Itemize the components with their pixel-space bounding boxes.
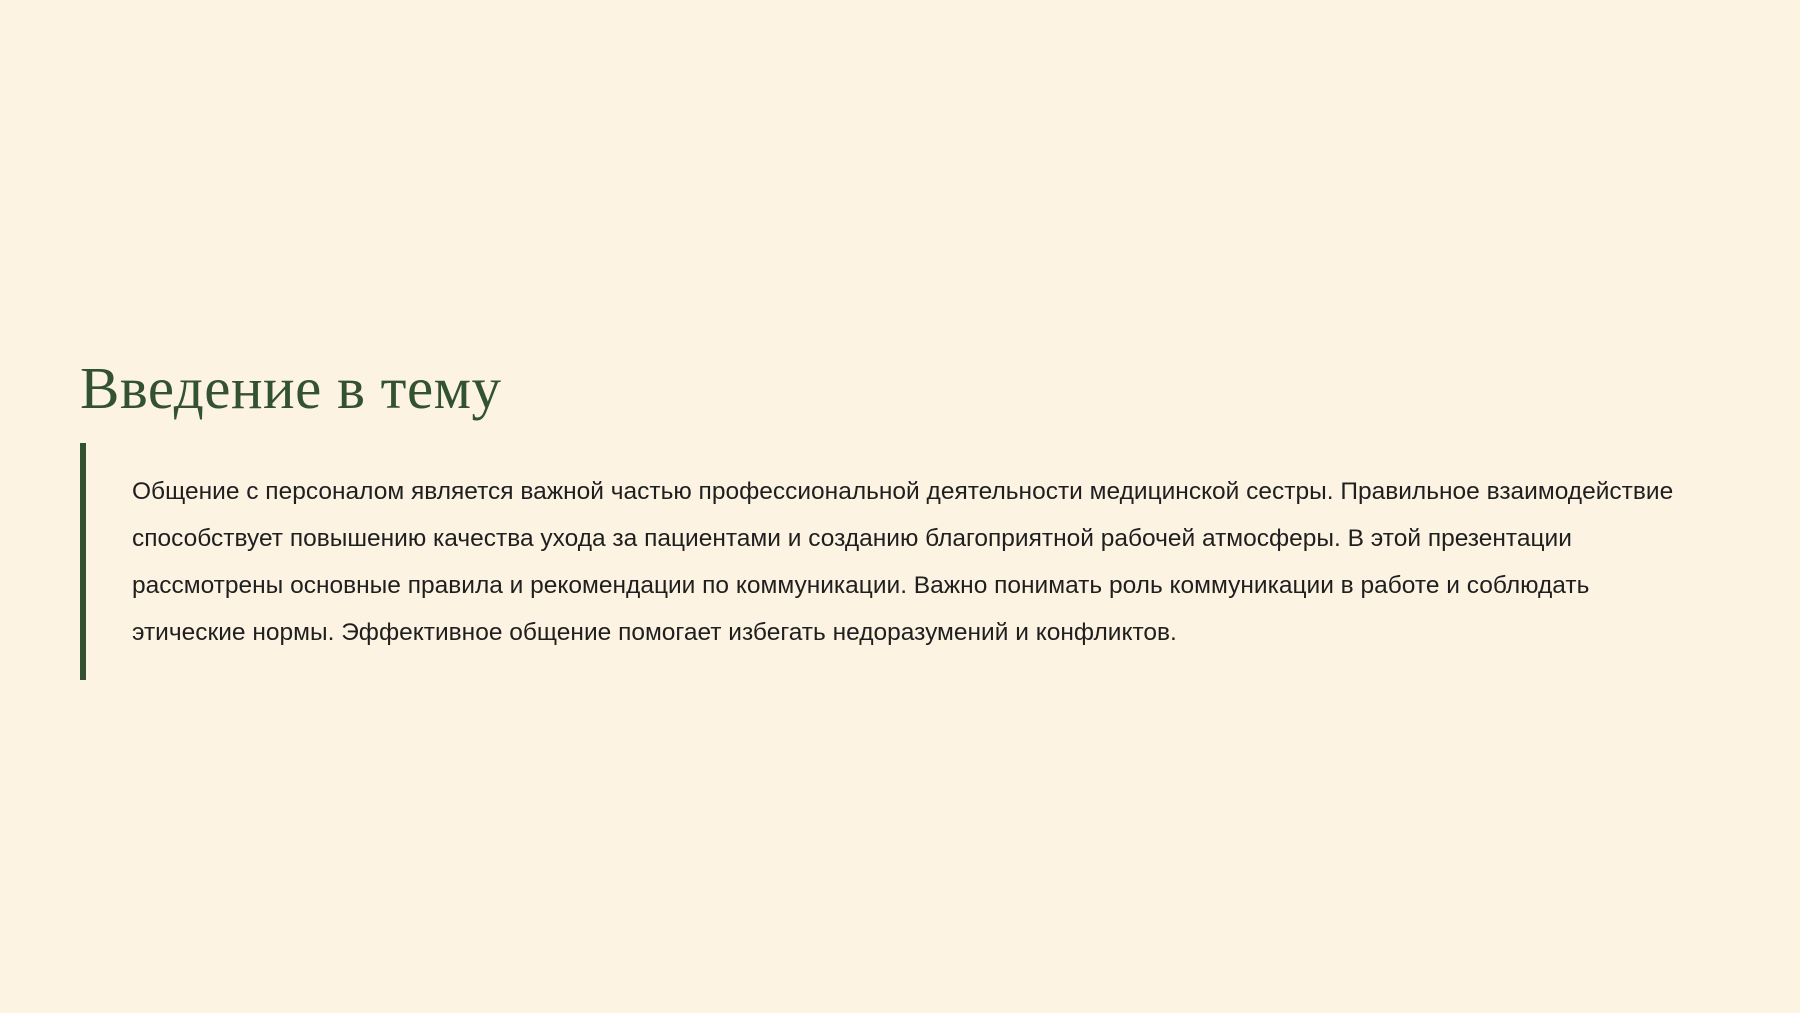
page-title: Введение в тему	[80, 354, 502, 421]
body-block	[80, 443, 1700, 680]
body-paragraph: Общение с персоналом является важной частью профессиональной деятельности медицинской сестры. Правильное взаимодействие способствует повышению качества ухода за пациентами и созданию благоприятной рабочей атмосферы. В этой презентации рассмотрены основные правила и рекомендации по коммуникации. Важно понимать роль коммуникации в работе и соблюдать этические нормы. Эффективное общение помогает избегать недоразумений и конфликтов.	[132, 477, 1674, 646]
